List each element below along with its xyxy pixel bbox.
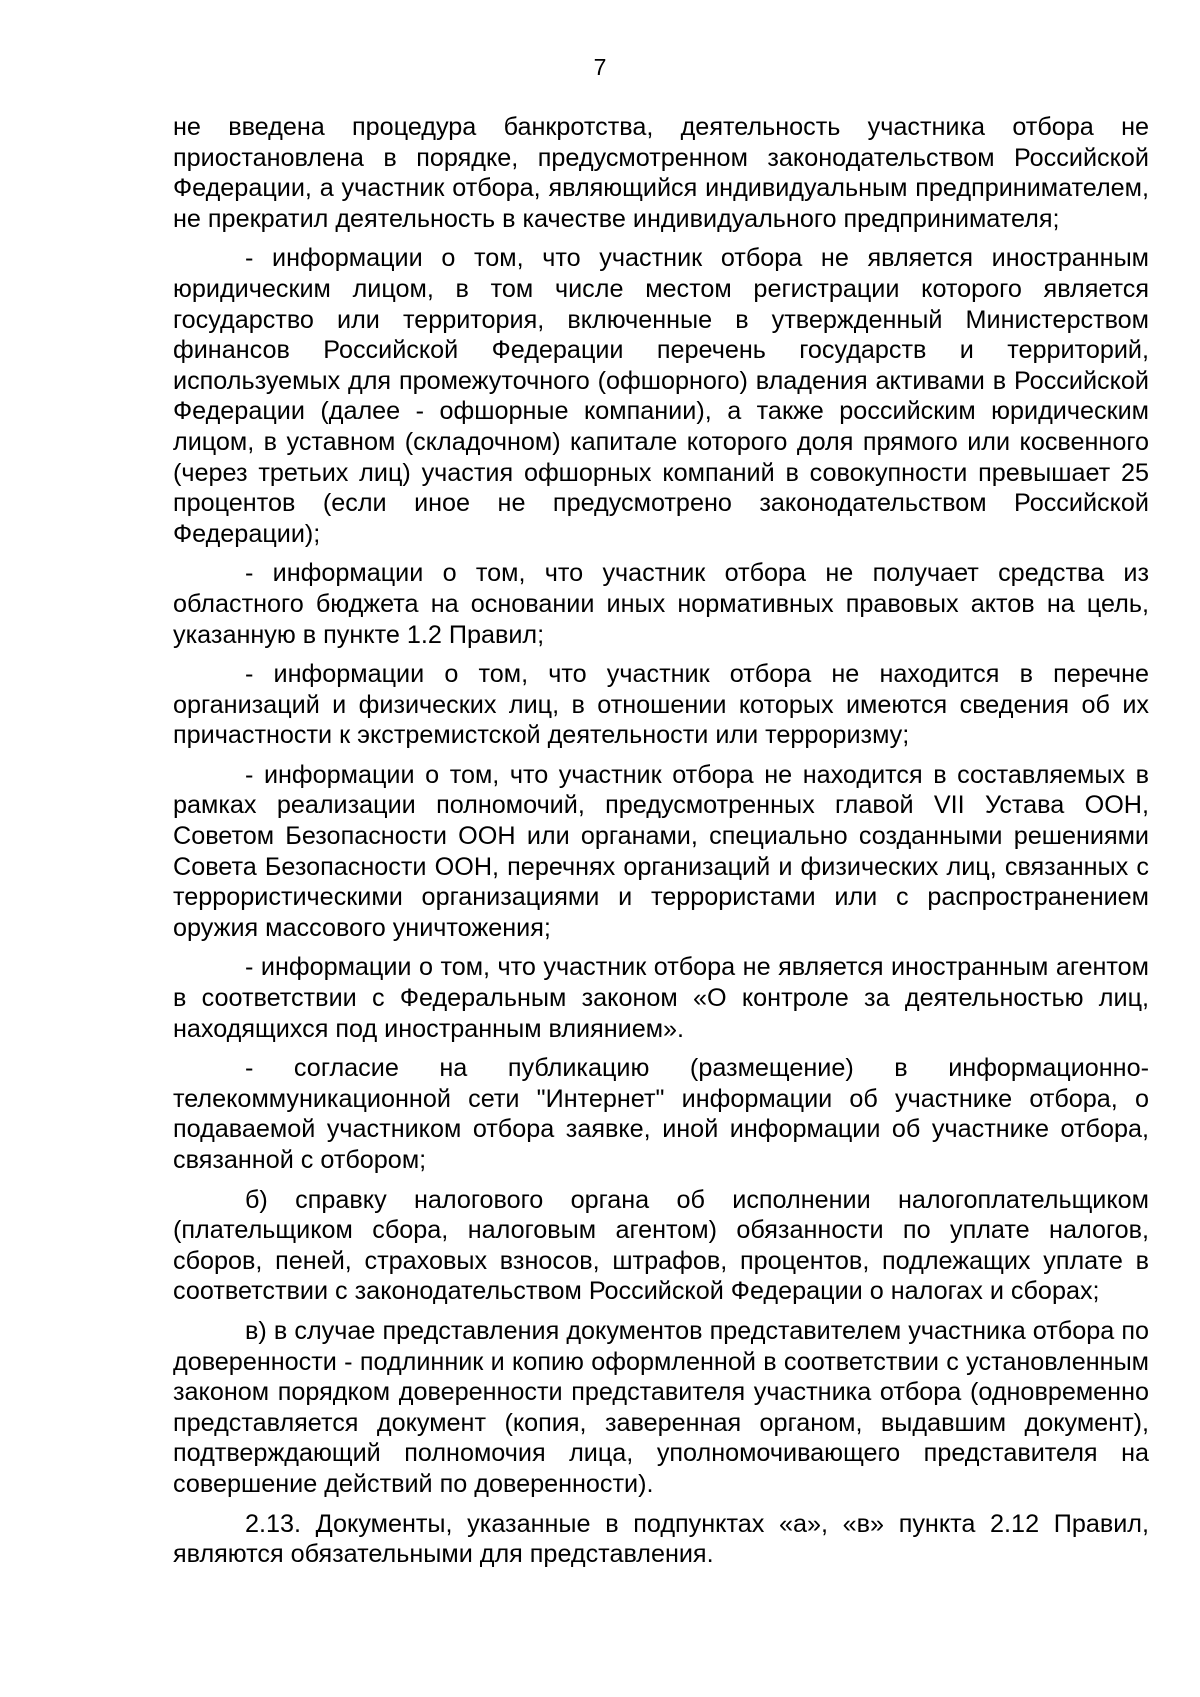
paragraph-bankruptcy-continuation: не введена процедура банкротства, деятельность участника отбора не приостановлена в порядке, предусмотренном законодательством Российской Федерации, а участник отбора, являющийся индивидуальным предпринимателем, не прекратил деятельность в качестве индивидуального предпринимателя; <box>173 113 1149 233</box>
paragraph-publication-consent: - согласие на публикацию (размещение) в информационно-телекоммуникационной сети "Интернет" информации об участнике отбора, о подаваемой участником отбора заявке, иной информации об участнике отбора, связанной с отбором; <box>173 1054 1149 1174</box>
paragraph-mandatory-documents: 2.13. Документы, указанные в подпунктах «а», «в» пункта 2.12 Правил, являются обязательными для представления. <box>173 1509 1149 1569</box>
paragraph-tax-certificate: б) справку налогового органа об исполнении налогоплательщиком (плательщиком сбора, налоговым агентом) обязанности по уплате налогов, сборов, пеней, страховых взносов, штрафов, процентов, подлежащих уплате в соответствии с законодательством Российской Федерации о налогах и сборах; <box>173 1185 1149 1306</box>
document-body <box>173 112 1149 1579</box>
paragraph-offshore-info: - информации о том, что участник отбора не является иностранным юридическим лицом, в том числе местом регистрации которого является государство или территория, включенные в утвержденный Министерством финансов Российской Федерации перечень государств и территорий, используемых для промежуточного (офшорного) владения активами в Российской Федерации (далее - офшорные компании), а также российским юридическим лицом, в уставном (складочном) капитале которого доля прямого или косвенного (через третьих лиц) участия офшорных компаний в совокупности превышает 25 процентов (если иное не предусмотрено законодательством Российской Федерации); <box>173 244 1149 548</box>
page-number: 7 <box>593 54 607 80</box>
paragraph-regional-budget-info: - информации о том, что участник отбора не получает средства из областного бюджета на основании иных нормативных правовых актов на цель, указанную в пункте 1.2 Правил; <box>173 559 1149 649</box>
paragraph-power-of-attorney: в) в случае представления документов представителем участника отбора по доверенности - подлинник и копию оформленной в соответствии с установленным законом порядком доверенности представителя участника отбора (одновременно представляется документ (копия, заверенная органом, выдавшим документ), подтверждающий полномочия лица, уполномочивающего представителя на совершение действий по доверенности). <box>173 1316 1149 1498</box>
paragraph-foreign-agent-info: - информации о том, что участник отбора не является иностранным агентом в соответствии с Федеральным законом «О контроле за деятельностью лиц, находящихся под иностранным влиянием». <box>173 953 1149 1043</box>
paragraph-un-sanctions-info: - информации о том, что участник отбора не находится в составляемых в рамках реализации полномочий, предусмотренных главой VII Устава ООН, Советом Безопасности ООН или органами, специально созданными решениями Совета Безопасности ООН, перечнях организаций и физических лиц, связанных с террористическими организациями и террористами или с распространением оружия массового уничтожения; <box>173 760 1149 942</box>
paragraph-extremism-list-info: - информации о том, что участник отбора не находится в перечне организаций и физических лиц, в отношении которых имеются сведения об их причастности к экстремистской деятельности или терроризму; <box>173 660 1149 750</box>
